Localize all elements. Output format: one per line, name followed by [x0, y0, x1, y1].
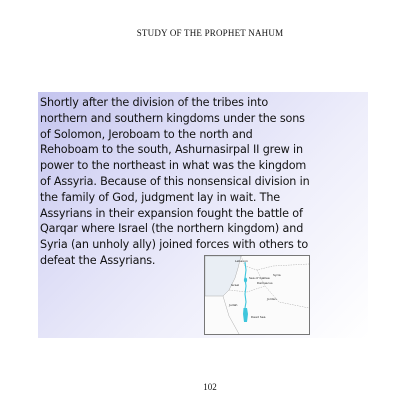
- lake-shape: [244, 278, 247, 283]
- map-label: Sea of Galilee: [249, 276, 270, 280]
- map-label: Jordan: [267, 297, 277, 301]
- slide-line: northern and southern kingdoms under the sons: [40, 111, 305, 125]
- region-map: [204, 255, 310, 335]
- map-label: Syria: [273, 273, 281, 277]
- slide-line: defeat the Assyrians.: [40, 253, 156, 267]
- page-number: 102: [203, 382, 217, 392]
- map-label: Dead Sea: [251, 315, 266, 319]
- slide-line: of Assyria. Because of this nonsensical division in: [40, 174, 310, 188]
- region-map-graphic: [205, 256, 309, 334]
- map-label: Damascus: [257, 281, 273, 285]
- slide-panel: [38, 92, 368, 338]
- dead-sea-shape: [243, 308, 248, 322]
- slide-line: of Solomon, Jeroboam to the north and: [40, 127, 253, 141]
- map-label: Lebanon: [235, 259, 248, 263]
- slide-line: Assyrians in their expansion fought the battle of: [40, 206, 303, 220]
- slide-paragraph: [40, 95, 366, 269]
- slide-line: Rehoboam to the south, Ashurnasirpal II grew in: [40, 143, 303, 157]
- map-label: Judah: [229, 303, 238, 307]
- slide-line: power to the northeast in what was the kingdom: [40, 159, 307, 173]
- map-label: Israel: [231, 283, 240, 287]
- slide-line: Shortly after the division of the tribes into: [40, 96, 269, 109]
- slide-line: the family of God, judgment lay in wait. The: [40, 190, 281, 204]
- page-header-title: STUDY OF THE PROPHET NAHUM: [136, 28, 284, 38]
- slide-line: Qarqar where Israel (the northern kingdom) and: [40, 222, 304, 236]
- slide-line: Syria (an unholy ally) joined forces with others to: [40, 238, 309, 252]
